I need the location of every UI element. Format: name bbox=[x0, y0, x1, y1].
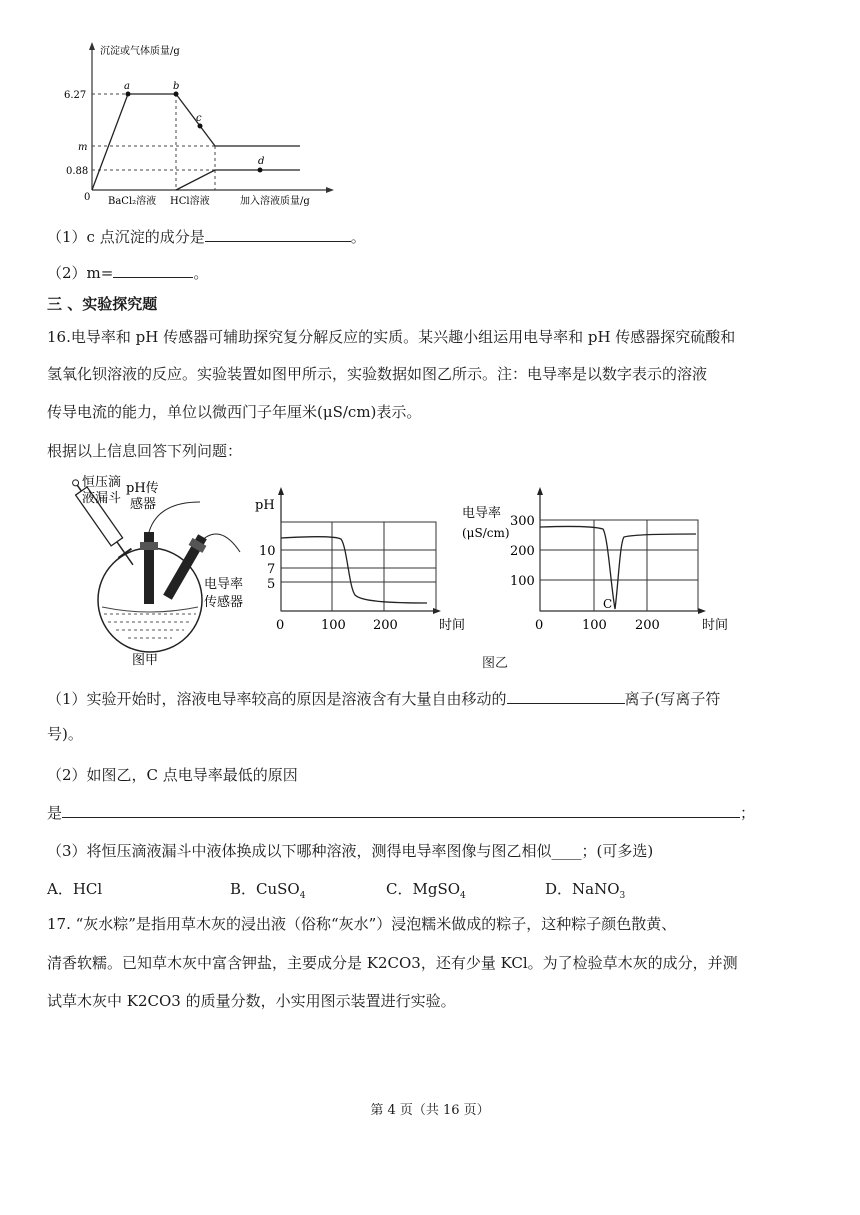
ph-tick-7: 7 bbox=[267, 562, 276, 577]
q17-line2: 清香软糯。已知草木灰中富含钾盐，主要成分是 K2CO3，还有少量 KCl。为了检验草木灰的成分，并测 bbox=[47, 954, 738, 972]
cond-xlabel: 时间 bbox=[702, 618, 729, 633]
label-cond-1: 电导率 bbox=[204, 577, 244, 592]
cond-x-100: 100 bbox=[582, 618, 607, 633]
xlabel-bacl2: BaCl₂溶液 bbox=[108, 196, 157, 207]
precipitate-gas-graph bbox=[60, 40, 350, 210]
xlabel-mass: 加入溶液质量/g bbox=[240, 196, 310, 207]
ph-xlabel: 时间 bbox=[439, 618, 466, 633]
point-b: b bbox=[173, 81, 180, 92]
point-c: c bbox=[196, 113, 202, 124]
point-a: a bbox=[124, 81, 130, 92]
q16-part1: （1）实验开始时，溶液电导率较高的原因是溶液含有大量自由移动的 离子(写离子符 bbox=[47, 687, 720, 709]
q16-line2: 氢氧化钡溶液的反应。实验装置如图甲所示，实验数据如图乙所示。注：电导率是以数字表示的溶液 bbox=[47, 365, 708, 383]
tick-0: 0 bbox=[84, 192, 91, 203]
ph-tick-10: 10 bbox=[259, 544, 276, 559]
cond-tick-100: 100 bbox=[510, 574, 535, 589]
label-ph-2: 感器 bbox=[130, 497, 157, 512]
ph-x-0: 0 bbox=[276, 618, 285, 633]
caption-a: 图甲 bbox=[132, 653, 159, 668]
q16-line3: 传导电流的能力，单位以微西门子年厘米(μS/cm)表示。 bbox=[47, 403, 422, 421]
q16-part3: （3）将恒压滴液漏斗中液体换成以下哪种溶液，测得电导率图像与图乙相似____；(可多选) bbox=[47, 842, 654, 860]
label-cond-2: 传感器 bbox=[204, 595, 244, 610]
caption-b: 图乙 bbox=[482, 656, 509, 671]
q17-line3: 试草木灰中 K2CO3 的质量分数，小实用图示装置进行实验。 bbox=[47, 992, 456, 1010]
option-c: C．MgSO$_4$ bbox=[386, 880, 466, 901]
ph-chart bbox=[255, 487, 470, 637]
tick-088: 0.88 bbox=[66, 166, 89, 177]
page-footer: 第 4 页（共 16 页） bbox=[370, 1103, 490, 1118]
cond-tick-300: 300 bbox=[510, 514, 535, 529]
ph-tick-5: 5 bbox=[267, 577, 276, 592]
ph-ylabel: pH bbox=[255, 498, 275, 513]
label-ph-1: pH传 bbox=[126, 481, 159, 496]
ph-x-200: 200 bbox=[373, 618, 398, 633]
q15-part1: （1）c 点沉淀的成分是 。 bbox=[47, 225, 366, 247]
section-title: 三 、实验探究题 bbox=[47, 295, 158, 313]
conductivity-chart bbox=[458, 487, 738, 637]
q16-line4: 根据以上信息回答下列问题： bbox=[47, 442, 243, 460]
q17-line1: 17. “灰水粽”是指用草木灰的浸出液（俗称“灰水”）浸泡糯米做成的粽子，这种粽子颜色散黄、 bbox=[47, 915, 677, 933]
q16-part2: （2）如图乙，C 点电导率最低的原因 bbox=[47, 766, 298, 784]
option-d: D．NaNO$_3$ bbox=[545, 880, 626, 901]
cond-ylabel-2: (μS/cm) bbox=[462, 526, 510, 540]
q16-part1-cont: 号)。 bbox=[47, 725, 83, 743]
option-a: A．HCl bbox=[47, 880, 103, 898]
option-b: B．CuSO$_4$ bbox=[230, 880, 306, 901]
label-funnel-1: 恒压滴 bbox=[82, 475, 122, 490]
cond-x-200: 200 bbox=[635, 618, 660, 633]
label-funnel-2: 液漏斗 bbox=[82, 491, 122, 506]
tick-m: m bbox=[78, 142, 88, 153]
tick-627: 6.27 bbox=[64, 90, 87, 101]
ph-x-100: 100 bbox=[321, 618, 346, 633]
cond-ylabel-1: 电导率 bbox=[462, 506, 502, 521]
q16-line1: 16.电导率和 pH 传感器可辅助探究复分解反应的实质。某兴趣小组运用电导率和 pH 传感器探究硫酸和 bbox=[47, 328, 736, 346]
cond-point-c: C bbox=[603, 597, 613, 611]
xlabel-hcl: HCl溶液 bbox=[170, 196, 210, 207]
q15-part2: （2）m= 。 bbox=[47, 261, 208, 283]
point-d: d bbox=[258, 156, 265, 167]
graph-top-ylabel: 沉淀或气体质量/g bbox=[100, 46, 180, 57]
cond-x-0: 0 bbox=[535, 618, 544, 633]
cond-tick-200: 200 bbox=[510, 544, 535, 559]
q16-part2-answer: 是 ； bbox=[47, 801, 755, 823]
apparatus-figure bbox=[40, 472, 260, 670]
